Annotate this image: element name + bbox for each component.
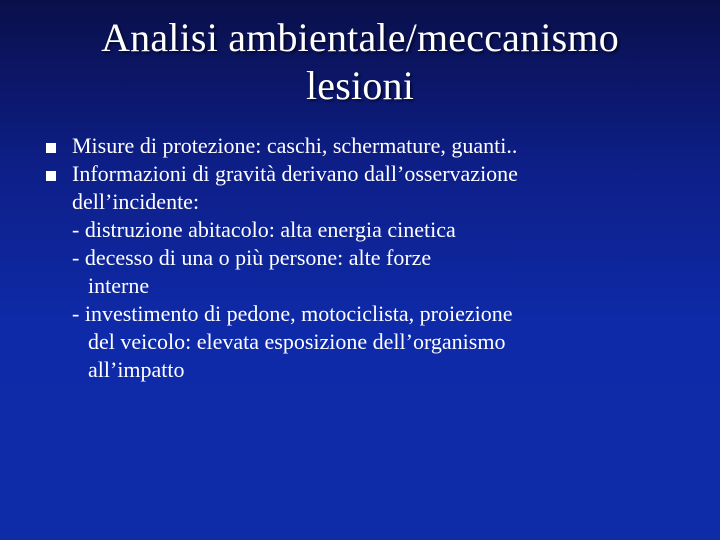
bullet-continuation: dell’incidente: — [72, 189, 200, 214]
square-bullet-icon — [46, 143, 56, 153]
title-line-1: Analisi ambientale/meccanismo — [101, 15, 619, 60]
bullet-item-information — [46, 160, 696, 188]
sub-point: - investimento di pedone, motociclista, proiezione — [72, 301, 513, 326]
sub-point-continuation: del veicolo: elevata esposizione dell’organismo — [88, 329, 506, 354]
square-bullet-icon — [46, 171, 56, 181]
sub-point-continuation: all’impatto — [88, 357, 185, 382]
slide-body — [46, 132, 696, 384]
bullet-text: Misure di protezione: caschi, schermature, guanti.. — [72, 133, 518, 158]
sub-point: - decesso di una o più persone: alte forze — [72, 245, 432, 270]
sub-point: - distruzione abitacolo: alta energia cinetica — [72, 217, 456, 242]
bullet-text: Informazioni di gravità derivano dall’osservazione — [72, 161, 518, 186]
sub-point-continuation: interne — [88, 273, 150, 298]
title-line-2: lesioni — [305, 63, 415, 108]
bullet-item-protection — [46, 132, 696, 160]
slide-title — [0, 14, 720, 110]
